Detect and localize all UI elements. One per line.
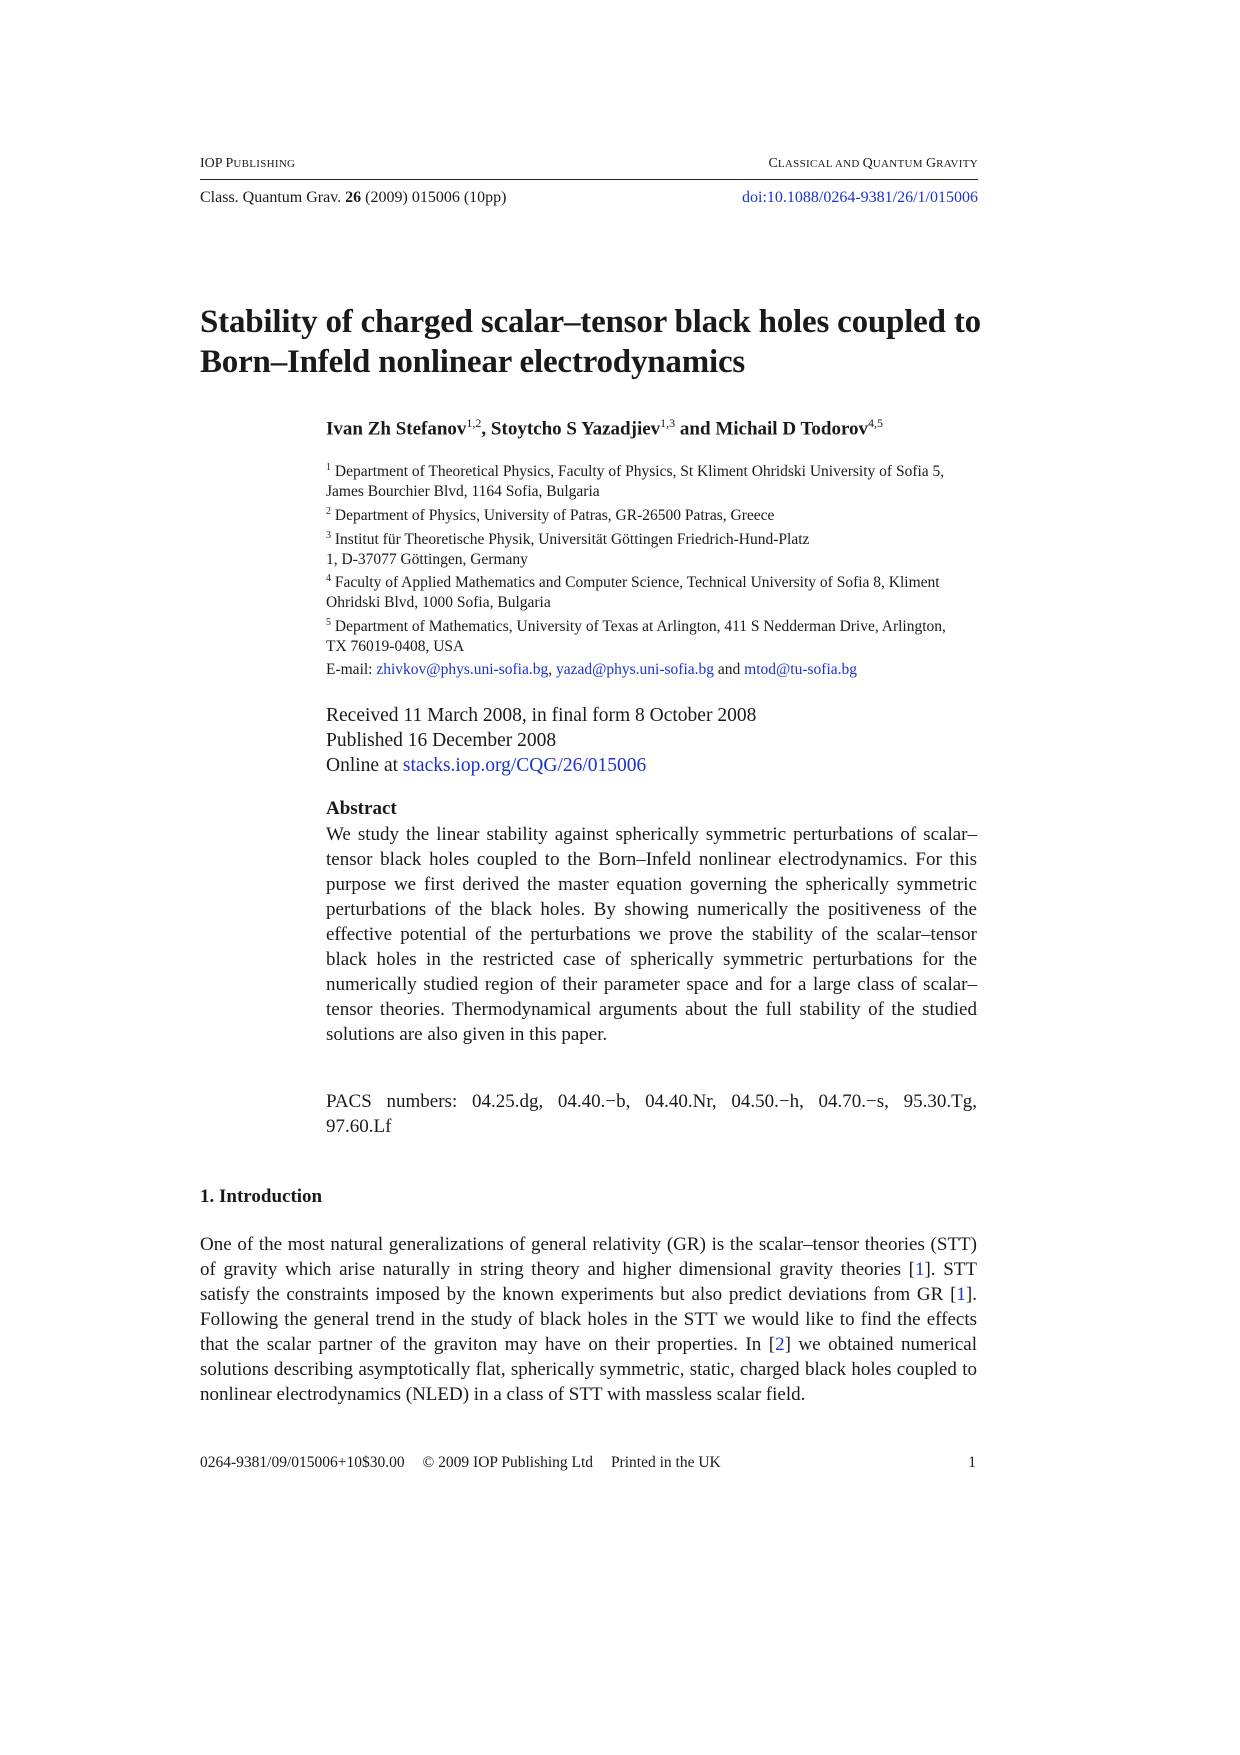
running-header-journal: CLASSICAL AND QUANTUM GRAVITY xyxy=(768,156,978,171)
author-name: Michail D Todorov xyxy=(715,418,869,440)
publication-dates xyxy=(326,703,756,778)
email-link[interactable]: zhivkov@phys.uni-sofia.bg xyxy=(376,661,549,678)
email-line: E-mail: zhivkov@phys.uni-sofia.bg, yazad@phys.uni-sofia.bg and mtod@tu-sofia.bg xyxy=(326,661,858,678)
affiliation-item: $^1$ Department of Theoretical Physics, Faculty of Physics, St Kliment Ohridski University of Sofia 5, James Bourchier Blvd, 1164 Sofia, Bulgaria xyxy=(326,462,945,500)
paper-title: Stability of charged scalar–tensor black holes coupled to Born–Infeld nonlinear electrodynamics xyxy=(200,304,981,380)
introduction-paragraph: One of the most natural generalizations of general relativity (GR) is the scalar–tensor theories (STT) of gravity which arise naturally in string theory and higher dimensional gravity theories [1]. STT satisfy the constraints imposed by the known experiments but also predict deviations from GR [1]. Following the general trend in the study of black holes in the STT we would like to find the effects that the scalar partner of the graviton may have on their properties. In [2] we obtained numerical solutions describing asymptotically flat, spherically symmetric, static, charged black holes coupled to nonlinear electrodynamics (NLED) in a class of STT with massless scalar field. xyxy=(200,1234,977,1405)
affiliation-item: $^2$ Department of Physics, University of Patras, GR-26500 Patras, Greece xyxy=(326,505,775,524)
reference-link[interactable]: 1 xyxy=(914,1259,925,1280)
reference-link[interactable]: 2 xyxy=(775,1334,785,1355)
footer-code: 0264-9381/09/015006+10$30.00 xyxy=(200,1454,405,1471)
author-affiliation-marks: 1,2 xyxy=(466,416,482,430)
pacs-numbers: PACS numbers: 04.25.dg, 04.40.−b, 04.40.Nr, 04.50.−h, 04.70.−s, 95.30.Tg, 97.60.Lf xyxy=(326,1091,977,1137)
affiliation-item: $^4$ Faculty of Applied Mathematics and Computer Science, Technical University of Sofia 8, Kliment Ohridski Blvd, 1000 Sofia, Bulgaria xyxy=(326,573,940,612)
affiliations xyxy=(326,458,966,657)
online-link[interactable]: stacks.iop.org/CQG/26/015006 xyxy=(402,755,647,776)
footer-copyright: © 2009 IOP Publishing Ltd xyxy=(422,1454,594,1471)
affiliation-item: $^5$ Department of Mathematics, University of Texas at Arlington, 411 S Nedderman Drive, Arlington, TX 76019-0408, USA xyxy=(326,617,946,656)
affiliation-item: $^3$ Institut für Theoretische Physik, Universität Göttingen Friedrich-Hund-Platz 1, D-37077 Göttingen, Germany xyxy=(326,529,810,568)
reference-link[interactable]: 1 xyxy=(956,1284,966,1305)
author-affiliation-marks: 4,5 xyxy=(868,416,884,430)
header-rule xyxy=(200,179,978,180)
footer-printed: Printed in the UK xyxy=(610,1454,721,1471)
received-date: Received 11 March 2008, in final form 8 October 2008 xyxy=(326,705,757,726)
abstract-text: We study the linear stability against spherically symmetric perturbations of scalar–tensor black holes coupled to the Born–Infeld nonlinear electrodynamics. For this purpose we first derived the master equation governing the spherically symmetric perturbations of the black holes. By showing numerically the positiveness of the effective potential of the perturbations we prove the stability of the scalar–tensor black holes in the restricted case of spherically symmetric perturbations for the numerically studied region of their parameter space and for a large class of scalar–tensor theories. Thermodynamical arguments about the full stability of the studied solutions are also given in this paper. xyxy=(326,824,977,1045)
journal-citation: Class. Quantum Grav. 26 (2009) 015006 (10pp) xyxy=(200,189,507,206)
abstract-heading: Abstract xyxy=(326,798,397,819)
online-line: Online at stacks.iop.org/CQG/26/015006 xyxy=(326,755,647,776)
page-footer xyxy=(200,1454,735,1472)
section-heading: 1. Introduction xyxy=(200,1186,323,1207)
page-number: 1 xyxy=(968,1454,976,1471)
author-list: Ivan Zh Stefanov$^{1,2}$, Stoytcho S Yazadjiev$^{1,3}$ and Michail D Todorov$^{4,5}$ xyxy=(326,416,884,440)
author-name: Stoytcho S Yazadjiev xyxy=(490,418,661,440)
author-name: Ivan Zh Stefanov xyxy=(326,418,467,440)
published-date: Published 16 December 2008 xyxy=(326,730,557,751)
running-header-publisher: IOP PUBLISHING xyxy=(200,156,296,171)
email-link[interactable]: yazad@phys.uni-sofia.bg xyxy=(555,661,715,678)
doi-link[interactable]: doi:10.1088/0264-9381/26/1/015006 xyxy=(742,189,978,206)
author-affiliation-marks: 1,3 xyxy=(660,416,676,430)
email-link[interactable]: mtod@tu-sofia.bg xyxy=(744,661,858,678)
